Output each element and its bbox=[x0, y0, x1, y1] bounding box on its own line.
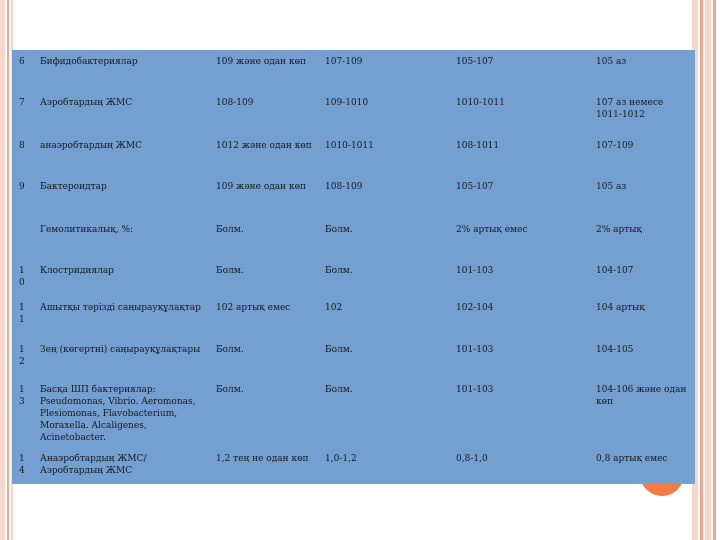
right-decor-stripe bbox=[705, 0, 711, 540]
row-name: Бактероидтар bbox=[40, 182, 107, 192]
row-value: 104-105 bbox=[596, 345, 634, 355]
row-number: 9 bbox=[19, 182, 25, 192]
row-number: 1 0 bbox=[19, 266, 25, 288]
row-value: 101-103 bbox=[456, 345, 494, 355]
right-decor-stripe bbox=[713, 0, 716, 540]
row-value: Болм. bbox=[325, 385, 353, 395]
row-number: 6 bbox=[19, 57, 25, 67]
row-value: 102-104 bbox=[456, 303, 494, 313]
row-value: 109 және одан көп bbox=[216, 57, 307, 67]
right-decor-stripe bbox=[700, 0, 703, 540]
row-value: 104-106 және одан көп bbox=[596, 385, 687, 407]
row-value: Болм. bbox=[216, 385, 244, 395]
row-value: 107 аз немесе 1011-1012 bbox=[596, 98, 664, 120]
left-decor-stripe bbox=[7, 0, 9, 540]
row-value: 2% артық bbox=[596, 225, 642, 235]
row-name: Зең (көгертні) саңырауқұлақтары bbox=[40, 345, 201, 355]
row-value: Болм. bbox=[216, 345, 244, 355]
row-value: 1010-1011 bbox=[456, 98, 505, 108]
row-value: 1,0-1,2 bbox=[325, 454, 357, 464]
row-value: 105 аз bbox=[596, 182, 627, 192]
row-name: анаэробтардың ЖМС bbox=[40, 141, 143, 151]
row-number: 1 1 bbox=[19, 303, 25, 325]
row-value: 108-109 bbox=[216, 98, 254, 108]
row-value: 1010-1011 bbox=[325, 141, 374, 151]
row-value: 104-107 bbox=[596, 266, 634, 276]
row-value: 107-109 bbox=[596, 141, 634, 151]
row-value: 105-107 bbox=[456, 182, 494, 192]
row-value: 101-103 bbox=[456, 385, 494, 395]
row-name: Аэробтардың ЖМС bbox=[40, 98, 133, 108]
row-value: 104 артық bbox=[596, 303, 645, 313]
row-number: 7 bbox=[19, 98, 25, 108]
row-number: 8 bbox=[19, 141, 25, 151]
row-value: Болм. bbox=[216, 225, 244, 235]
row-value: 108-1011 bbox=[456, 141, 500, 151]
row-value: 2% артық емес bbox=[456, 225, 528, 235]
row-value: 102 артық емес bbox=[216, 303, 291, 313]
row-value: 101-103 bbox=[456, 266, 494, 276]
row-name: Бифидобактериялар bbox=[40, 57, 138, 67]
row-name: Басқа ШП бактериялар: Pseudomonas, Vibrio. Aeromonas, Plesiomonas, Flavobacterium, Moraxella. Alcaligenes, Acinetobacter. bbox=[40, 385, 196, 443]
row-value: Болм. bbox=[325, 266, 353, 276]
row-value: 0,8 артық емес bbox=[596, 454, 668, 464]
row-value: 105-107 bbox=[456, 57, 494, 67]
row-number: 1 4 bbox=[19, 454, 25, 476]
row-value: 1,2 тең не одан көп bbox=[216, 454, 309, 464]
row-number: 1 2 bbox=[19, 345, 25, 367]
row-value: 108-109 bbox=[325, 182, 363, 192]
microflora-table bbox=[12, 50, 695, 484]
row-value: 0,8-1,0 bbox=[456, 454, 488, 464]
row-name: Гемолитикалық, %: bbox=[40, 225, 134, 235]
row-value: Болм. bbox=[325, 345, 353, 355]
left-decor-stripe bbox=[0, 0, 5, 540]
row-value: 109-1010 bbox=[325, 98, 369, 108]
row-value: 109 және одан көп bbox=[216, 182, 307, 192]
row-value: 1012 және одан көп bbox=[216, 141, 312, 151]
row-value: 105 аз bbox=[596, 57, 627, 67]
row-value: Болм. bbox=[216, 266, 244, 276]
row-number: 1 3 bbox=[19, 385, 25, 407]
row-name: Анаэробтардың ЖМС/ Аэробтардың ЖМС bbox=[40, 454, 147, 476]
row-name: Ашытқы тәрізді саңырауқұлақтар bbox=[40, 303, 201, 313]
row-value: 102 bbox=[325, 303, 343, 313]
row-value: 107-109 bbox=[325, 57, 363, 67]
row-name: Клостридиялар bbox=[40, 266, 114, 276]
row-value: Болм. bbox=[325, 225, 353, 235]
